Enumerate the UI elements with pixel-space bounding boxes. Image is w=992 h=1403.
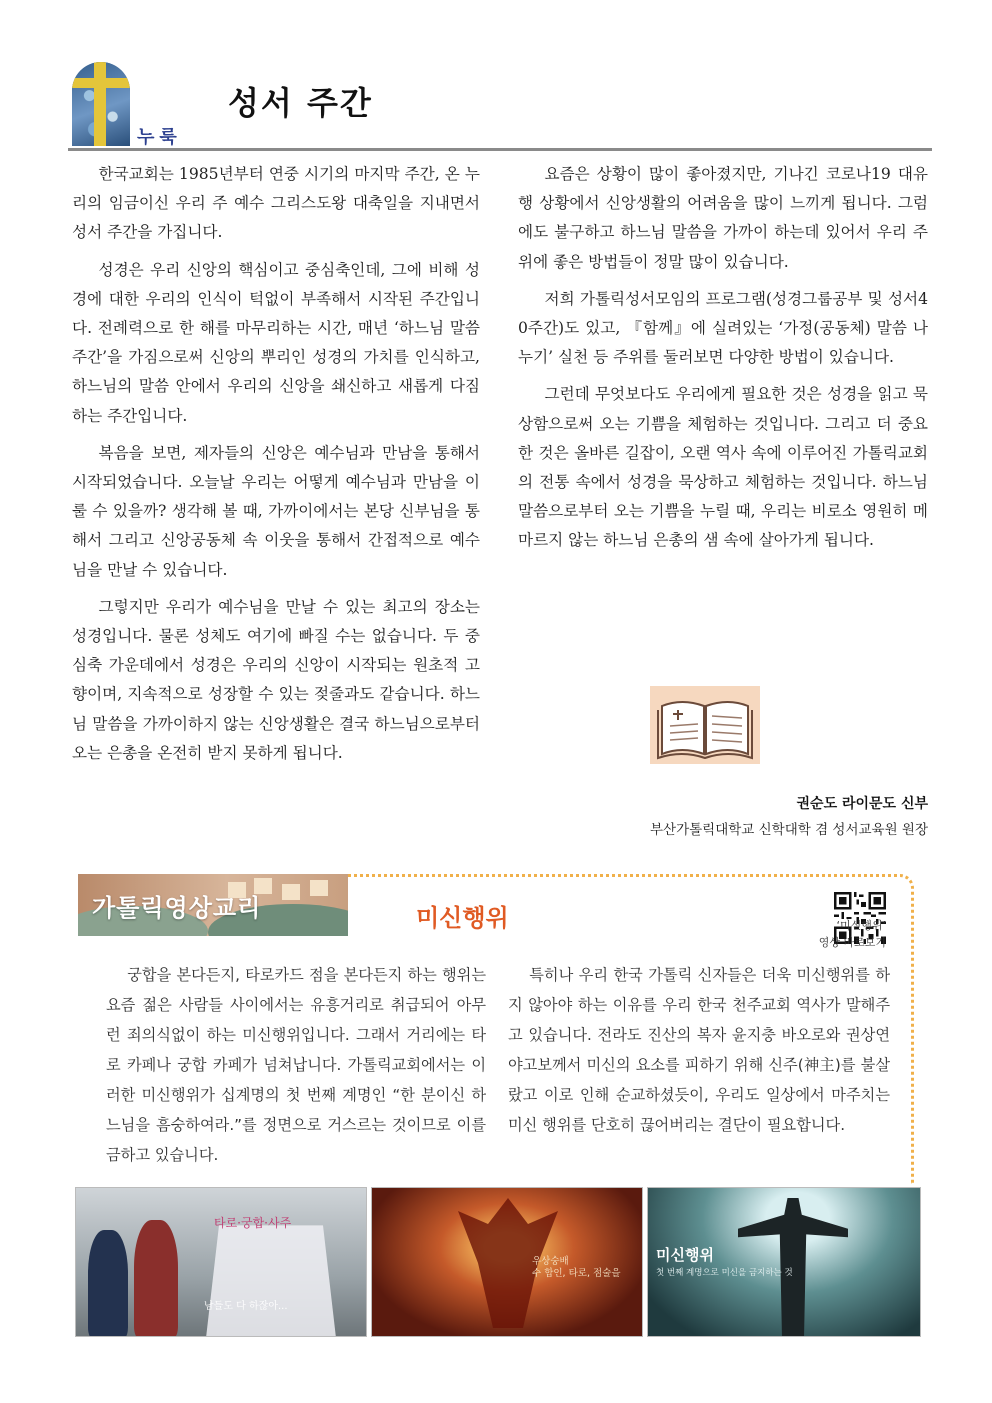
banner-house [310,880,328,896]
superstition-video-photo [647,1187,921,1337]
photo-subtitle: 첫 번째 계명으로 미신을 금지하는 것 [656,1268,793,1278]
video-paragraph: 특히나 우리 한국 가톨릭 신자들은 더욱 미신행위를 하지 않아야 하는 이유를 우리 한국 천주교회 역사가 말해주고 있습니다. 전라도 진산의 복자 윤지충 바오로와 권상연 야고보께서 미신의 요소를 피하기 위해 신주(神主)를 불살랐고 이로 인해 순교하셨듯이, 우리도 일상에서 마주치는 미신 행위를 단호히 끊어버리는 결단이 필요합니다. [508,966,890,1134]
article-paragraph: 그렇지만 우리가 예수님을 만날 수 있는 최고의 장소는 성경입니다. 물론 성체도 여기에 빠질 수는 없습니다. 두 중심축 가운데에서 성경은 우리의 신앙이 시작되는 원초적 고향이며, 지속적으로 성장할 수 있는 젖줄과도 같습니다. 하느님 말씀을 가까이하지 않는 신앙생활은 결국 하느님으로부터 오는 은총을 온전히 받지 못하게 됩니다. [72,597,480,762]
video-paragraph: 궁합을 본다든지, 타로카드 점을 본다든지 하는 행위는 요즘 젊은 사람들 사이에서는 유흥거리로 취급되어 아무런 죄의식없이 하는 미신행위입니다. 그래서 거리에는 타로 카페나 궁합 카페가 넘쳐납니다. 가톨릭교회에서는 이러한 미신행위가 십계명의 첫 번째 계명인 “한 분이신 하느님을 흠숭하여라.”를 정면으로 거스르는 것이므로 이를 금하고 있습니다. [106,966,486,1164]
article-left-column [72,160,480,776]
person [88,1230,128,1337]
article-paragraph: 성경은 우리 신앙의 핵심이고 중심축인데, 그에 비해 성경에 대한 우리의 인식이 턱없이 부족해서 시작된 주간입니다. 전례력으로 한 해를 마무리하는 시간, 매년 ‘하느님 말씀 주간’을 가짐으로써 신앙의 뿌리인 성경의 가치를 인식하고, 하느님의 말씀 안에서 우리의 신앙을 쇄신하고 새롭게 다짐하는 주간입니다. [72,260,480,425]
section-title: 미신행위 [416,904,509,932]
open-bible-icon [650,686,760,764]
photo-title: 미신행위 [656,1246,714,1264]
article-paragraph: 요즘은 상황이 많이 좋아졌지만, 기나긴 코로나19 대유행 상황에서 신앙생활의 어려움을 많이 느끼게 됩니다. 그럼에도 불구하고 하느님 말씀을 가까이 하는데 있어서 우리 주위에 좋은 방법들이 정말 많이 있습니다. [518,165,928,271]
tent-sign: 타로·궁합·사주 [214,1216,292,1230]
banner-house [282,884,300,900]
author-title: 부산가톨릭대학교 신학대학 겸 성서교육원 원장 [650,822,928,838]
photo-caption [532,1256,621,1280]
idol-worship-photo [371,1187,643,1337]
banner-title: 가톨릭영상교리 [92,894,262,922]
video-series-banner [78,874,348,936]
video-text-right [508,960,890,1140]
photo-caption-line: 우상숭배 [532,1256,569,1267]
cross-icon [94,62,106,146]
person [134,1220,178,1337]
street-tarot-photo [75,1187,367,1337]
header-divider [68,148,932,151]
page-title: 성서 주간 [228,84,373,122]
author-name: 권순도 라이문도 신부 [796,796,928,812]
article-paragraph: 저희 가톨릭성서모임의 프로그램(성경그룹공부 및 성서40주간)도 있고, 『함께』에 실려있는 ‘가정(공동체) 말씀 나누기’ 실천 등 주위를 둘러보면 다양한 방법이 있습니다. [518,289,928,367]
photo-caption-line: 수 합인, 타로, 점술을 [532,1268,621,1279]
article-paragraph: 그런데 무엇보다도 우리에게 필요한 것은 성경을 읽고 묵상함으로써 오는 기쁨을 체험하는 것입니다. 그리고 더 중요한 것은 올바른 길잡이, 오랜 역사 속에 이루어진 가톨릭교회의 전통 속에서 성경을 묵상하고 체험하는 것입니다. 하느님 말씀으로부터 오는 기쁨을 누릴 때, 우리는 비로소 영원히 메마르지 않는 하느님 은총의 샘 속에 살아가게 됩니다. [518,385,928,550]
qr-caption: 영상 바로보기 [818,936,886,949]
qr-caption: ‘미신행위’ [836,919,886,932]
article-paragraph: 복음을 보면, 제자들의 신앙은 예수님과 만남을 통해서 시작되었습니다. 오늘날 우리는 어떻게 예수님과 만남을 이룰 수 있을까? 생각해 볼 때, 가까이에서는 본당 신부님을 통해서 그리고 신앙공동체 속 이웃을 통해서 간접적으로 예수님을 만날 수 있습니다. [72,443,480,579]
video-text-left [106,960,486,1170]
article-paragraph: 한국교회는 1985년부터 연중 시기의 마지막 주간, 온 누리의 임금이신 우리 주 예수 그리스도왕 대축일을 지내면서 성서 주간을 가집니다. [72,165,480,242]
series-label: 누룩 [137,127,182,148]
article-right-column [518,160,928,564]
cross-bar [72,78,130,88]
photo-caption: 남들도 다 하잖아... [204,1301,288,1312]
nuruk-logo [72,62,130,146]
